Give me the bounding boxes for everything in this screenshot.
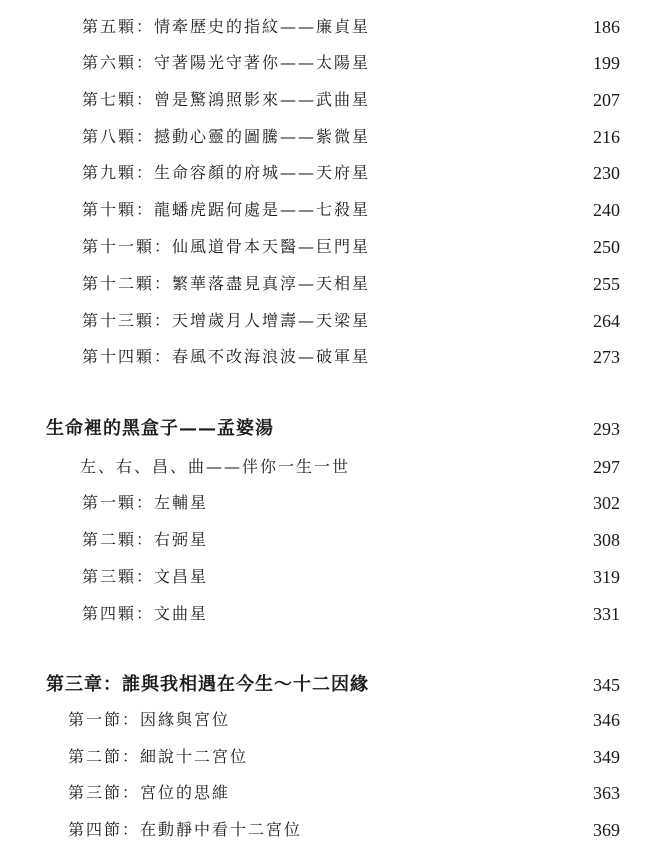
toc-entry xyxy=(0,492,650,528)
toc-entry-title: 第六顆：守著陽光守著你——太陽星 xyxy=(82,53,371,72)
toc-entry-title: 第三顆：文昌星 xyxy=(82,567,209,586)
toc-entry-title: 第十顆：龍蟠虎踞何處是——七殺星 xyxy=(82,200,371,219)
toc-entry xyxy=(0,273,650,309)
toc-entry xyxy=(0,346,650,382)
toc-entry xyxy=(0,126,650,162)
toc-chapter-heading xyxy=(0,674,650,710)
toc-entry xyxy=(0,162,650,198)
toc-entry-page-number: 369 xyxy=(593,820,620,840)
toc-entry-page-number: 345 xyxy=(593,675,620,695)
toc-entry xyxy=(0,566,650,602)
toc-entry-page-number: 230 xyxy=(593,163,620,183)
toc-section-title: 生命裡的黑盒子——孟婆湯 xyxy=(46,418,274,439)
toc-entry-title: 第三節：宮位的思維 xyxy=(68,783,231,802)
toc-entry-page-number: 199 xyxy=(593,53,620,73)
toc-entry-title: 第二顆：右弼星 xyxy=(82,530,209,549)
toc-entry-page-number: 186 xyxy=(593,17,620,37)
toc-entry-title: 第一節：因緣與宮位 xyxy=(68,710,231,729)
toc-entry-title: 第二節：細說十二宮位 xyxy=(68,747,249,766)
toc-entry-page-number: 255 xyxy=(593,274,620,294)
toc-entry xyxy=(0,603,650,639)
toc-entry xyxy=(0,236,650,272)
toc-entry-page-number: 293 xyxy=(593,419,620,439)
toc-entry-title: 第十四顆：春風不改海浪波—破軍星 xyxy=(82,347,371,366)
toc-section-heading xyxy=(0,418,650,454)
toc-entry-page-number: 250 xyxy=(593,237,620,257)
toc-entry-page-number: 302 xyxy=(593,493,620,513)
toc-entry xyxy=(0,709,650,745)
toc-entry-title: 第四顆：文曲星 xyxy=(82,604,209,623)
toc-entry-page-number: 264 xyxy=(593,311,620,331)
toc-entry-title: 第八顆：撼動心靈的圖騰——紫微星 xyxy=(82,127,371,146)
toc-entry-title: 第七顆：曾是驚鴻照影來——武曲星 xyxy=(82,90,371,109)
toc-entry-page-number: 363 xyxy=(593,783,620,803)
toc-entry-page-number: 346 xyxy=(593,710,620,730)
toc-entry xyxy=(0,199,650,235)
toc-entry-title: 第五顆：情牽歷史的指紋——廉貞星 xyxy=(82,17,371,36)
toc-entry-page-number: 349 xyxy=(593,747,620,767)
toc-entry xyxy=(0,310,650,346)
toc-entry-page-number: 308 xyxy=(593,530,620,550)
toc-entry xyxy=(0,16,650,52)
toc-chapter-title: 第三章：誰與我相遇在今生～十二因緣 xyxy=(46,674,369,695)
toc-entry xyxy=(0,746,650,782)
toc-entry-title: 第一顆：左輔星 xyxy=(82,493,209,512)
toc-entry-page-number: 240 xyxy=(593,200,620,220)
toc-entry-title: 第十三顆：天增歲月人增壽—天梁星 xyxy=(82,311,371,330)
toc-entry xyxy=(0,89,650,125)
toc-entry-title: 第九顆：生命容顏的府城——天府星 xyxy=(82,163,371,182)
toc-entry-page-number: 216 xyxy=(593,127,620,147)
toc-entry-title: 第十二顆：繁華落盡見真淳—天相星 xyxy=(82,274,371,293)
toc-entry xyxy=(0,456,650,492)
toc-entry xyxy=(0,52,650,88)
toc-entry-title: 左、右、昌、曲——伴你一生一世 xyxy=(80,457,351,476)
toc-entry-title: 第十一顆：仙風道骨本天醫—巨門星 xyxy=(82,237,371,256)
toc-entry-page-number: 331 xyxy=(593,604,620,624)
toc-entry-page-number: 319 xyxy=(593,567,620,587)
toc-entry-page-number: 273 xyxy=(593,347,620,367)
toc-entry-page-number: 207 xyxy=(593,90,620,110)
toc-entry xyxy=(0,529,650,565)
toc-entry-page-number: 297 xyxy=(593,457,620,477)
toc-entry xyxy=(0,782,650,818)
toc-entry-title: 第四節：在動靜中看十二宮位 xyxy=(68,820,303,839)
